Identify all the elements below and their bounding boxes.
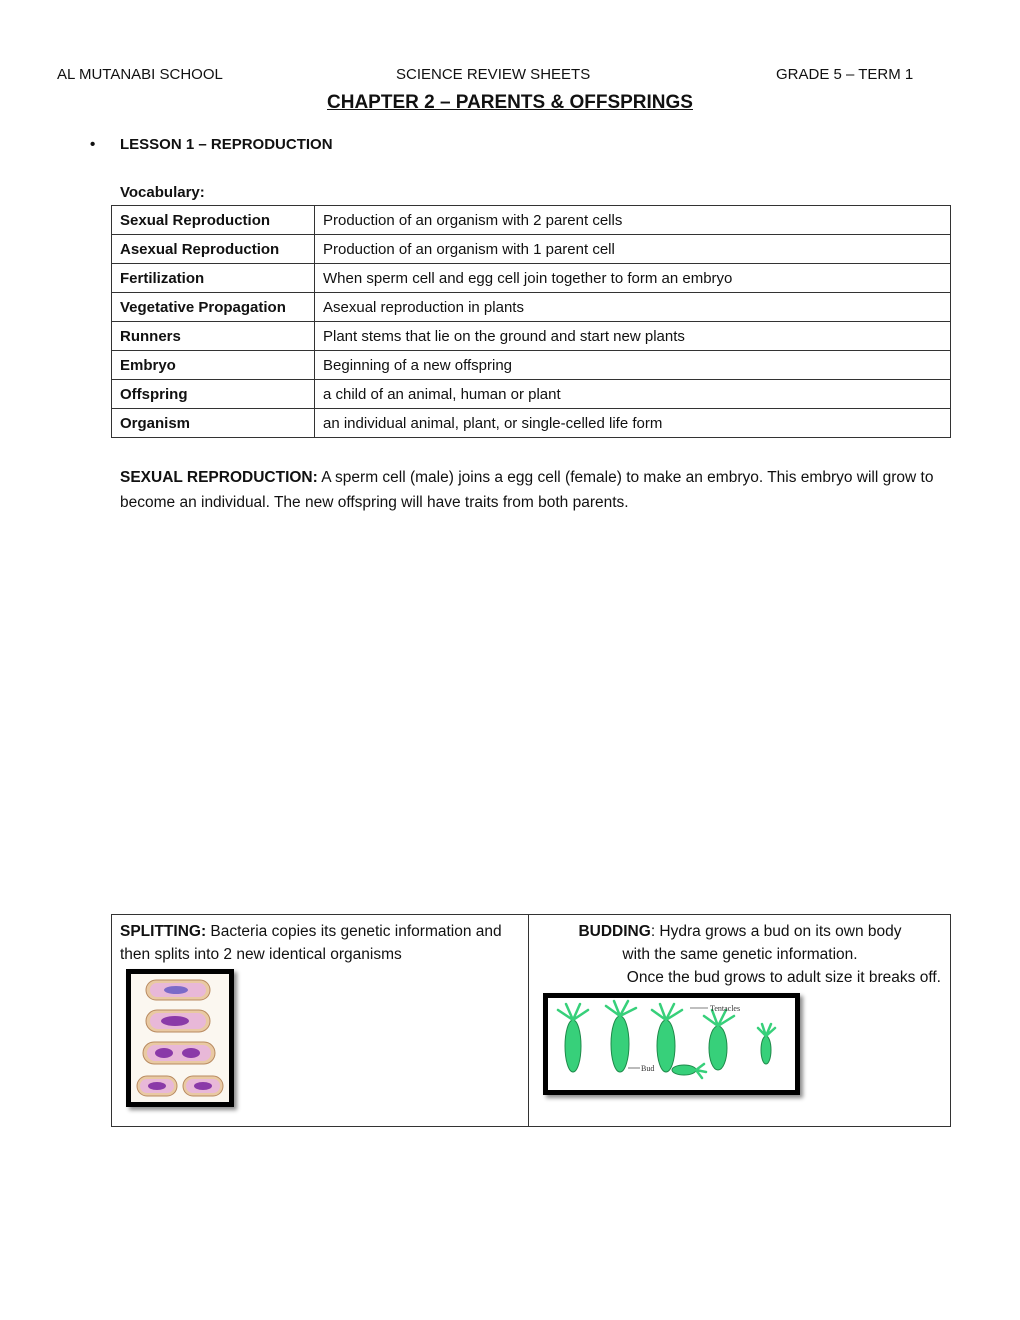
vocabulary-row — [112, 351, 951, 380]
bacteria-illustration — [131, 974, 229, 1102]
header-subject: SCIENCE REVIEW SHEETS — [396, 66, 591, 83]
vocabulary-row — [112, 322, 951, 351]
splitting-description — [120, 920, 515, 966]
vocabulary-definition: an individual animal, plant, or single-celled life form — [315, 409, 951, 438]
lesson-heading — [90, 136, 333, 153]
splitting-cell — [112, 915, 529, 1126]
sexual-reproduction-text: A sperm cell (male) joins a egg cell (female) to make an embryo. This embryo will grow to become an individual. The new offspring will have traits from both parents. — [120, 469, 934, 511]
vocabulary-term: Embryo — [112, 351, 315, 380]
vocabulary-definition: a child of an animal, human or plant — [315, 380, 951, 409]
vocabulary-term: Organism — [112, 409, 315, 438]
splitting-heading: SPLITTING: — [120, 923, 207, 940]
bacteria-splitting-image — [126, 969, 234, 1107]
vocabulary-row — [112, 235, 951, 264]
vocabulary-definition: Production of an organism with 1 parent cell — [315, 235, 951, 264]
budding-line3: Once the bud grows to adult size it breaks off. — [626, 969, 941, 986]
vocabulary-term: Asexual Reproduction — [112, 235, 315, 264]
sexual-reproduction-heading: SEXUAL REPRODUCTION: — [120, 469, 318, 486]
vocabulary-row — [112, 206, 951, 235]
vocabulary-term: Offspring — [112, 380, 315, 409]
lesson-label: LESSON 1 – REPRODUCTION — [120, 136, 333, 153]
budding-line2: with the same genetic information. — [622, 946, 858, 963]
bullet: • — [90, 136, 96, 153]
budding-heading: BUDDING — [578, 923, 651, 940]
budding-cell — [529, 915, 950, 1126]
bud-label: Bud — [641, 1064, 655, 1073]
hydra-illustration — [548, 998, 795, 1090]
vocabulary-definition: Production of an organism with 2 parent cells — [315, 206, 951, 235]
sexual-reproduction-paragraph — [120, 465, 970, 515]
vocabulary-table — [111, 205, 951, 438]
asexual-examples-table — [111, 914, 951, 1127]
vocabulary-row — [112, 293, 951, 322]
header-school: AL MUTANABI SCHOOL — [57, 66, 223, 83]
budding-line1: BUDDING: Hydra grows a bud on its own body — [578, 923, 902, 940]
page-title: CHAPTER 2 – PARENTS & OFFSPRINGS — [327, 92, 693, 113]
vocabulary-term: Runners — [112, 322, 315, 351]
vocabulary-row — [112, 409, 951, 438]
tentacles-label: Tentacles — [710, 1004, 741, 1013]
hydra-budding-image — [543, 993, 800, 1095]
header-grade: GRADE 5 – TERM 1 — [776, 66, 914, 83]
splitting-text: Bacteria copies its genetic information and then splits into 2 new identical organisms — [120, 923, 502, 963]
vocabulary-term: Vegetative Propagation — [112, 293, 315, 322]
vocabulary-definition: Plant stems that lie on the ground and start new plants — [315, 322, 951, 351]
budding-description — [529, 920, 951, 989]
vocabulary-label: Vocabulary: — [120, 184, 205, 201]
vocabulary-row — [112, 264, 951, 293]
vocabulary-definition: When sperm cell and egg cell join together to form an embryo — [315, 264, 951, 293]
vocabulary-row — [112, 380, 951, 409]
vocabulary-term: Fertilization — [112, 264, 315, 293]
vocabulary-term: Sexual Reproduction — [112, 206, 315, 235]
vocabulary-definition: Asexual reproduction in plants — [315, 293, 951, 322]
vocabulary-definition: Beginning of a new offspring — [315, 351, 951, 380]
